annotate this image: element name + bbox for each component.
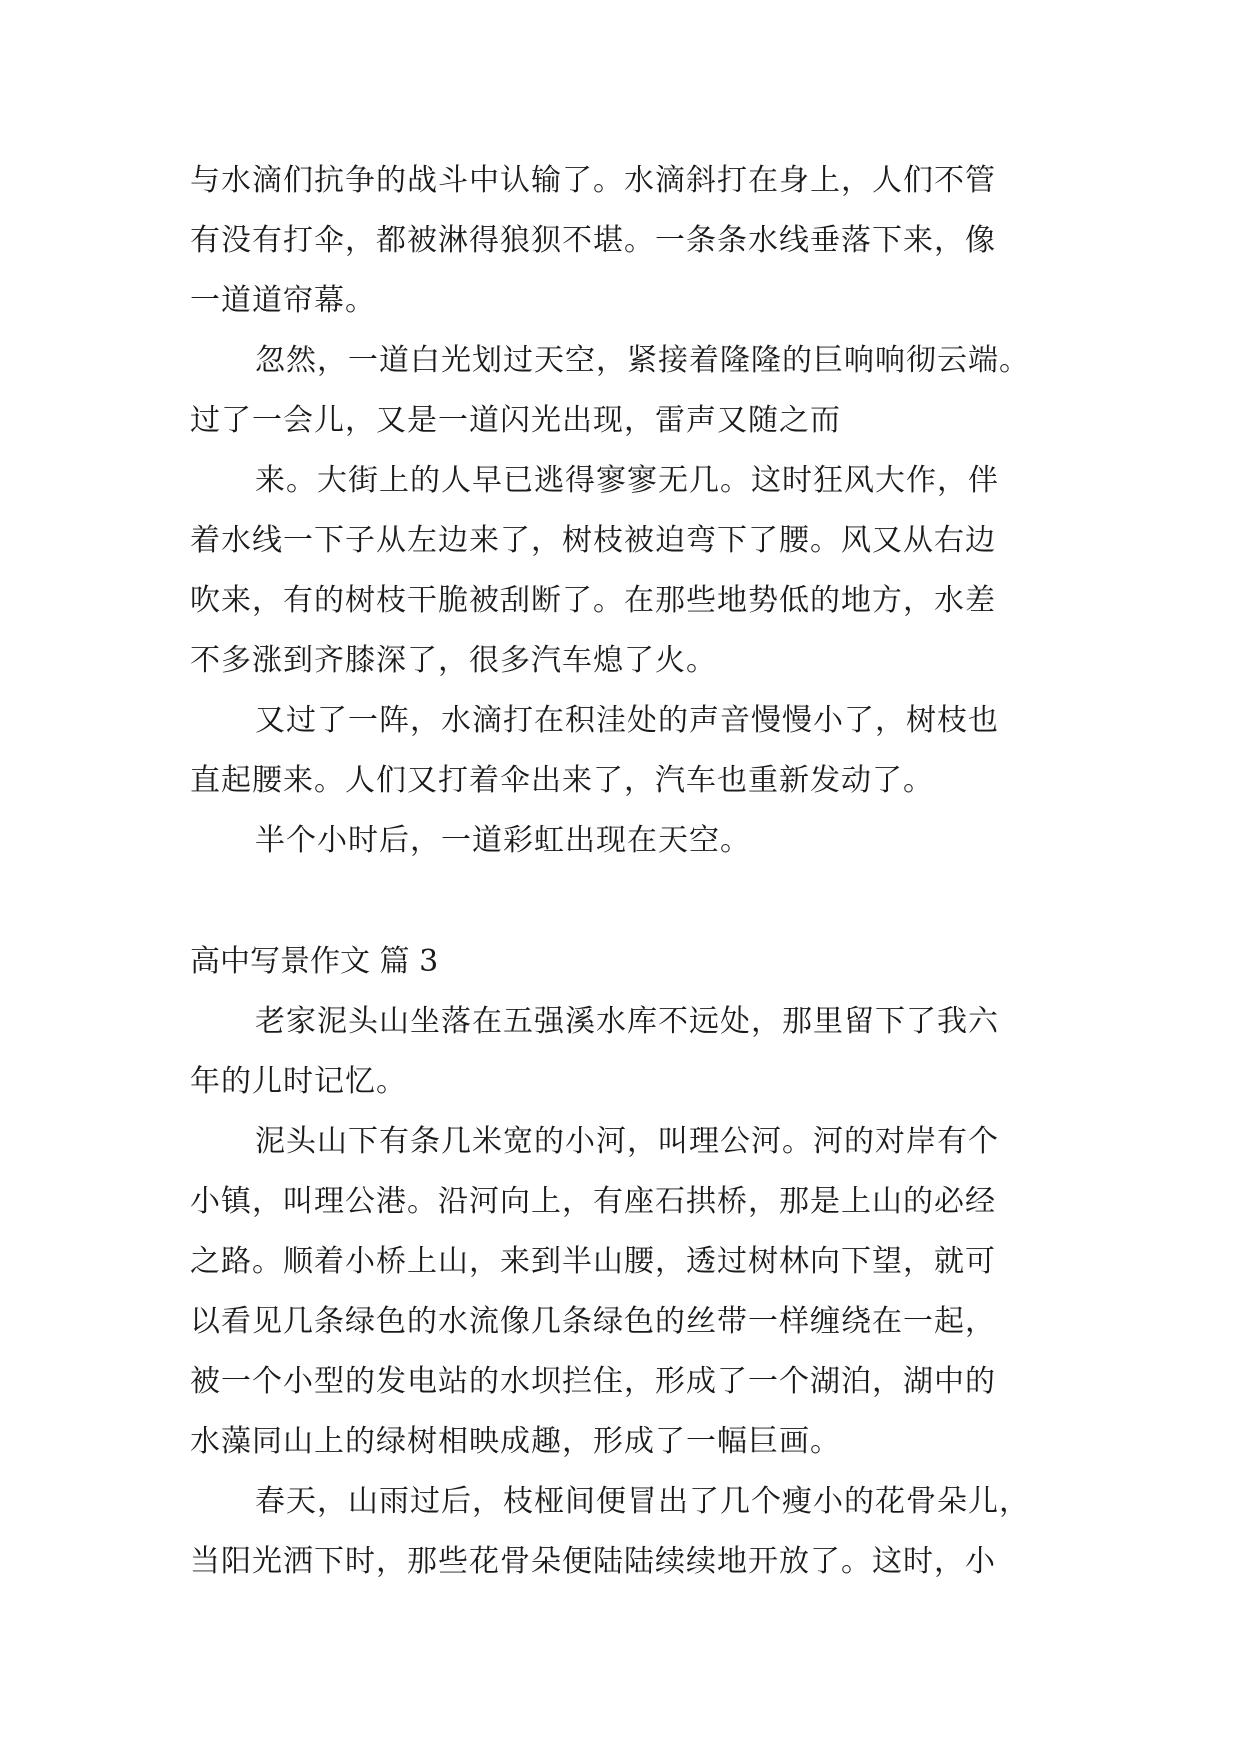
text-line: 被一个小型的发电站的水坝拦住，形成了一个湖泊，湖中的 bbox=[190, 1364, 996, 1399]
text-line: 之路。顺着小桥上山，来到半山腰，透过树林向下望，就可 bbox=[190, 1244, 996, 1279]
text-line: 年的儿时记忆。 bbox=[190, 1064, 407, 1099]
text-line: 着水线一下子从左边来了，树枝被迫弯下了腰。风又从右边 bbox=[190, 523, 996, 558]
text-line: 泥头山下有条几米宽的小河，叫理公河。河的对岸有个 bbox=[255, 1124, 999, 1159]
text-line: 当阳光洒下时，那些花骨朵便陆陆续续地开放了。这时，小 bbox=[190, 1544, 996, 1579]
text-line: 水藻同山上的绿树相映成趣，形成了一幅巨画。 bbox=[190, 1424, 841, 1459]
text-line: 老家泥头山坐落在五强溪水库不远处，那里留下了我六 bbox=[255, 1004, 999, 1039]
text-line: 又过了一阵，水滴打在积洼处的声音慢慢小了，树枝也 bbox=[255, 703, 999, 738]
text-line: 有没有打伞，都被淋得狼狈不堪。一条条水线垂落下来，像 bbox=[190, 223, 996, 258]
section-heading: 高中写景作文 篇 3 bbox=[190, 944, 439, 979]
text-line: 直起腰来。人们又打着伞出来了，汽车也重新发动了。 bbox=[190, 763, 934, 798]
text-line: 吹来，有的树枝干脆被刮断了。在那些地势低的地方，水差 bbox=[190, 583, 996, 618]
text-line: 以看见几条绿色的水流像几条绿色的丝带一样缠绕在一起， bbox=[190, 1304, 996, 1339]
text-line: 不多涨到齐膝深了，很多汽车熄了火。 bbox=[190, 643, 717, 678]
text-line: 与水滴们抗争的战斗中认输了。水滴斜打在身上，人们不管 bbox=[190, 163, 996, 198]
text-line: 忽然，一道白光划过天空，紧接着隆隆的巨响响彻云端。 bbox=[255, 343, 1030, 378]
text-line: 春天，山雨过后，枝桠间便冒出了几个瘦小的花骨朵儿， bbox=[255, 1484, 1030, 1519]
text-line: 一道道帘幕。 bbox=[190, 283, 376, 318]
text-line: 半个小时后，一道彩虹出现在天空。 bbox=[255, 823, 751, 858]
text-line: 来。大街上的人早已逃得寥寥无几。这时狂风大作，伴 bbox=[255, 463, 999, 498]
text-line: 小镇，叫理公港。沿河向上，有座石拱桥，那是上山的必经 bbox=[190, 1184, 996, 1219]
text-line: 过了一会儿，又是一道闪光出现，雷声又随之而 bbox=[190, 403, 841, 438]
